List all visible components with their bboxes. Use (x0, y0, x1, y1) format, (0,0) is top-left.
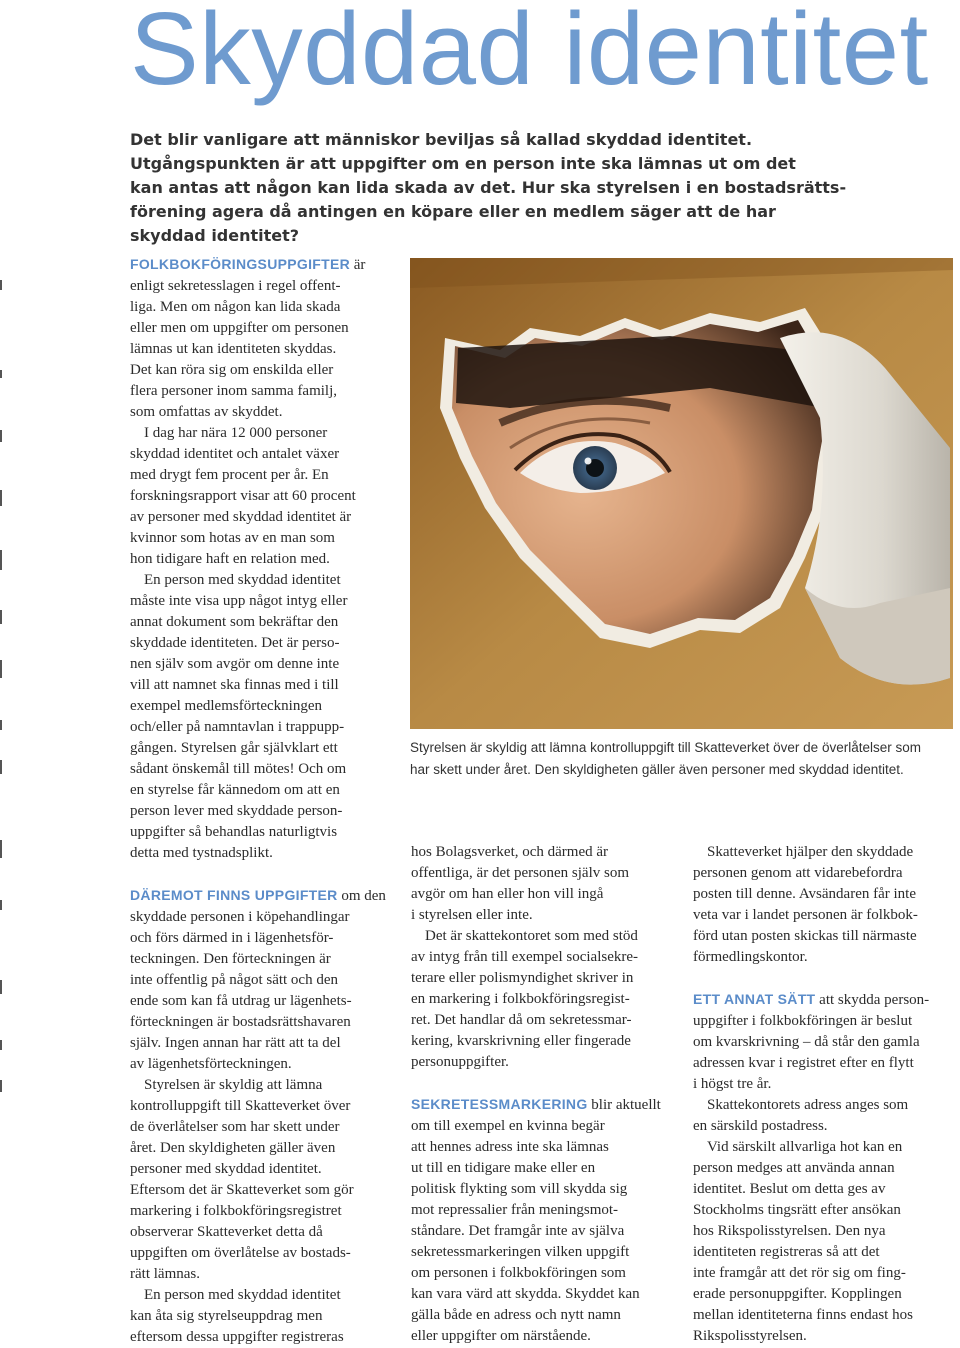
article-column-3 (693, 842, 957, 1347)
paragraph: hos Bolagsverket, och därmed är offentliga, är det personen själv som avgör om han eller hon vill ingå i styrelsen eller inte. (411, 844, 629, 923)
torn-cardboard-eye-illustration (410, 258, 953, 729)
lead-paragraph (130, 128, 847, 248)
paragraph: Vid särskilt allvarliga hot kan en person medges att använda annan identitet. Beslut om detta ges av Stockholms tingsrätt efter ansökan hos Rikspolisstyrelsen. Den nya identiteten registreras så att det inte framgår att det rör sig om fing- erade personuppgifter. Kopplingen mellan identiteterna finns endast hos Rikspolisstyrelsen. (693, 1139, 913, 1344)
lead-line: förening agera då antingen en köpare eller en medlem säger att de har (130, 202, 776, 221)
paragraph: FOLKBOKFÖRINGSUPPGIFTER är enligt sekretesslagen i regel offent- liga. Men om någon kan lida skada eller men om uppgifter om personen lämnas ut kan identiteten skyddas. Det kan röra sig om enskilda eller flera personer inom samma familj, som omfattas av skyddet. (130, 256, 366, 420)
section-kicker: SEKRETESSMARKERING (411, 1096, 588, 1112)
article-column-2 (411, 842, 677, 1347)
paragraph: En person med skyddad identitet kan åta sig styrelseuppdrag men eftersom dessa uppgifter registreras (130, 1287, 344, 1345)
lead-line: Det blir vanligare att människor beviljas så kallad skyddad identitet. (130, 130, 753, 149)
paragraph: En person med skyddad identitet måste inte visa upp något intyg eller annat dokument som bekräftar den skyddade identiteten. Det är perso- nen själv som avgör om denne inte vill att namnet ska finnas med i till exempel medlemsförteckningen och/eller på namntavlan i trappupp- gången. Styrelsen går självklart ett sådant önskemål till mötes! Och om en styrelse får kännedom om att en person lever med skyddade person- uppgifter så behandlas naturligtvis detta med tystnadsplikt. (130, 572, 348, 861)
caption-line: har skett under året. Den skyldigheten gäller även personer med skyddad identitet. (410, 762, 904, 777)
photo-caption (410, 737, 960, 781)
paragraph: SEKRETESSMARKERING blir aktuellt om till exempel en kvinna begär att hennes adress inte ska lämnas ut till en tidigare make eller en politisk flykting som vill skydda sig mot repressalier från meningsmot- ståndare. Det framgår inte av själva sekretessmarkeringen vilken uppgift om personen i folkbokföringen som kan vara värd att skydda. Skyddet kan gälla både en adress och nytt namn eller uppgifter om närstående. (411, 1096, 661, 1344)
lead-line: skyddad identitet? (130, 226, 300, 245)
paragraph: Skattekontorets adress anges som en särskild postadress. (693, 1097, 909, 1134)
lead-line: Utgångspunkten är att uppgifter om en person inte ska lämnas ut om det (130, 154, 796, 173)
page-title: Skyddad identitet (130, 0, 929, 106)
section-kicker: DÄREMOT FINNS UPPGIFTER (130, 887, 338, 903)
paragraph: DÄREMOT FINNS UPPGIFTER om den skyddade personen i köpehandlingar och förs därmed in i lägenhetsför- teckningen. Den förteckningen är inte offentlig på något sätt och den ende som kan få utdrag ur lägenhets- förteckningen är bostadsrättshavaren själv. Ingen annan har rätt att ta del av lägenhetsförteckningen. (130, 887, 386, 1072)
article-column-1 (130, 254, 398, 1348)
section-kicker: ETT ANNAT SÄTT (693, 991, 816, 1007)
section-kicker: FOLKBOKFÖRINGSUPPGIFTER (130, 256, 351, 272)
caption-line: Styrelsen är skyldig att lämna kontrolluppgift till Skatteverket över de överlåtelser som (410, 740, 921, 755)
article-photo (410, 258, 953, 729)
page-edge-marks (0, 280, 3, 1100)
paragraph: ETT ANNAT SÄTT att skydda person- uppgifter i folkbokföringen är beslut om kvarskrivning – då står den gamla adressen kvar i registret efter en flytt i högst tre år. (693, 991, 930, 1092)
paragraph: Skatteverket hjälper den skyddade personen genom att vidarebefordra posten till denne. Avsändaren får inte veta var i landet personen är folkbok- förd utan posten skickas till närmaste förmedlingskontor. (693, 844, 918, 965)
paragraph: I dag har nära 12 000 personer skyddad identitet och antalet växer med drygt fem procent per år. En forskningsrapport visar att 60 procent av personer med skyddad identitet är kvinnor som hotas av en man som hon tidigare haft en relation med. (130, 425, 356, 567)
paragraph: Det är skattekontoret som med stöd av intyg från till exempel socialsekre- terare eller polismyndighet skriver in en markering i folkbokföringsregist- ret. Det handlar då om sekretessmar- kering, kvarskrivning eller fingerade personuppgifter. (411, 928, 638, 1070)
paragraph: Styrelsen är skyldig att lämna kontrolluppgift till Skatteverket över de överlåtelser som har skett under året. Den skyldigheten gäller även personer med skyddad identitet. Eftersom det är Skatteverket som gör markering i folkbokföringsregistret observerar Skatteverket detta då uppgiften om överlåtelse av bostads- rätt lämnas. (130, 1077, 354, 1282)
lead-line: kan antas att någon kan lida skada av det. Hur ska styrelsen i en bostadsrätts- (130, 178, 847, 197)
